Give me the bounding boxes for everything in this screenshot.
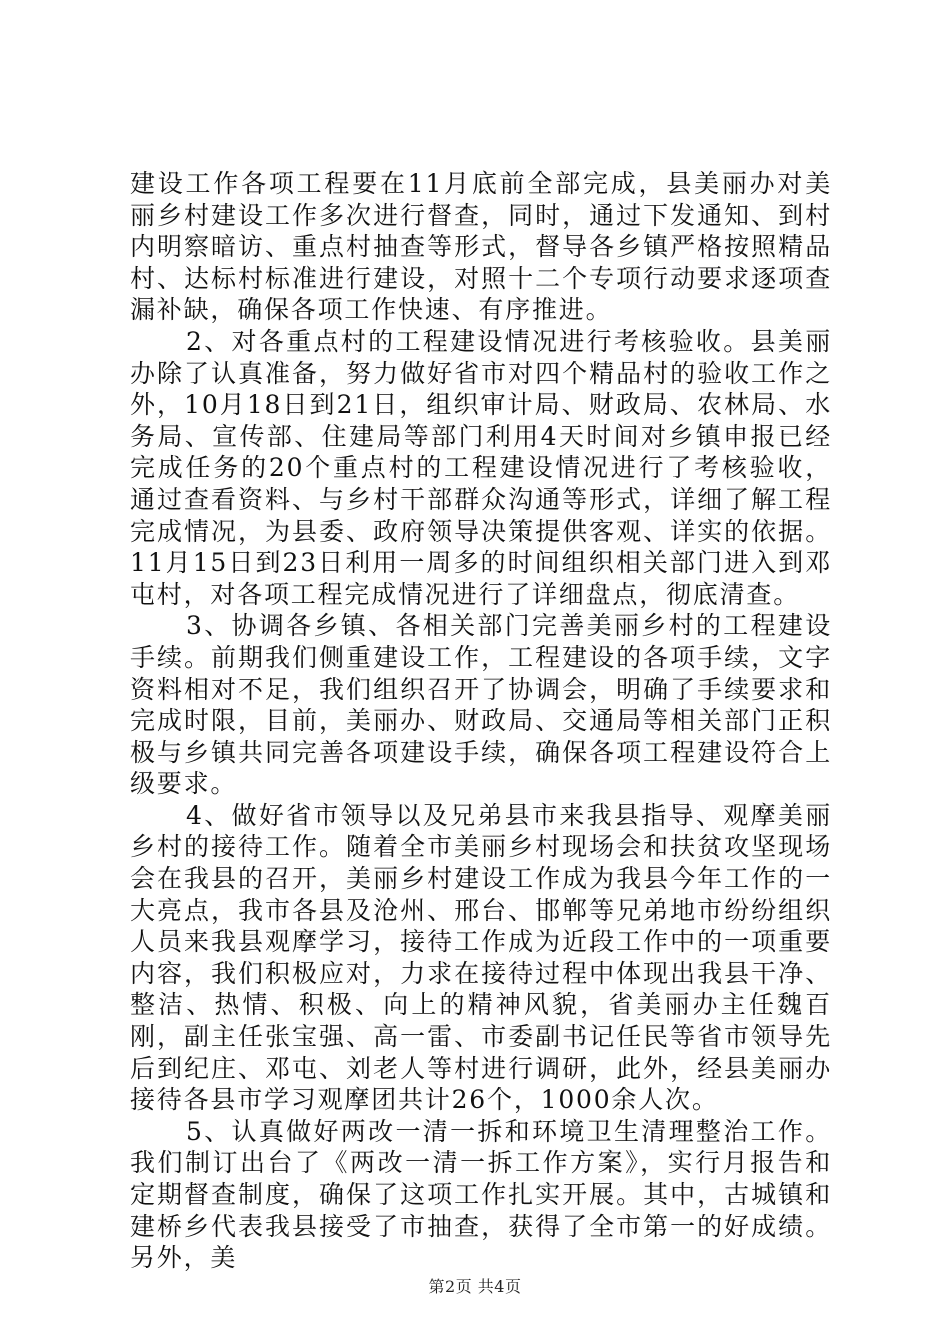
paragraph-item-5: 5、认真做好两改一清一拆和环境卫生清理整治工作。我们制订出台了《两改一清一拆工作方案》，实行月报告和定期督查制度，确保了这项工作扎实开展。其中，古城镇和建桥乡代表我县接受了市抽查，获得了全市第一的好成绩。另外，美	[130, 1116, 832, 1273]
paragraph-item-4: 4、做好省市领导以及兄弟县市来我县指导、观摩美丽乡村的接待工作。随着全市美丽乡村现场会和扶贫攻坚现场会在我县的召开，美丽乡村建设工作成为我县今年工作的一大亮点，我市各县及沧州、邢台、邯郸等兄弟地市纷纷组织人员来我县观摩学习，接待工作成为近段工作中的一项重要内容，我们积极应对，力求在接待过程中体现出我县干净、整洁、热情、积极、向上的精神风貌，省美丽办主任魏百刚，副主任张宝强、高一雷、市委副书记任民等省市领导先后到纪庄、邓屯、刘老人等村进行调研，此外，经县美丽办接待各县市学习观摩团共计26个，1000余人次。	[130, 800, 832, 1115]
paragraph-continuation: 建设工作各项工程要在11月底前全部完成，县美丽办对美丽乡村建设工作多次进行督查，同时，通过下发通知、到村内明察暗访、重点村抽查等形式，督导各乡镇严格按照精品村、达标村标准进行建设，对照十二个专项行动要求逐项查漏补缺，确保各项工作快速、有序推进。	[130, 169, 832, 325]
paragraph-item-3: 3、协调各乡镇、各相关部门完善美丽乡村的工程建设手续。前期我们侧重建设工作，工程建设的各项手续，文字资料相对不足，我们组织召开了协调会，明确了手续要求和完成时限，目前，美丽办、财政局、交通局等相关部门正积极与乡镇共同完善各项建设手续，确保各项工程建设符合上级要求。	[130, 611, 832, 799]
paragraph-item-2: 2、对各重点村的工程建设情况进行考核验收。县美丽办除了认真准备，努力做好省市对四个精品村的验收工作之外，10月18日到21日，组织审计局、财政局、农林局、水务局、宣传部、住建局等部门利用4天时间对乡镇申报已经完成任务的20个重点村的工程建设情况进行了考核验收，通过查看资料、与乡村干部群众沟通等形式，详细了解工程完成情况，为县委、政府领导决策提供客观、详实的依据。11月15日到23日利用一周多的时间组织相关部门进入到邓屯村，对各项工程完成情况进行了详细盘点，彻底清查。	[130, 326, 832, 609]
document-body	[130, 168, 832, 1274]
page-number-footer: 第2页 共4页	[428, 1277, 522, 1296]
